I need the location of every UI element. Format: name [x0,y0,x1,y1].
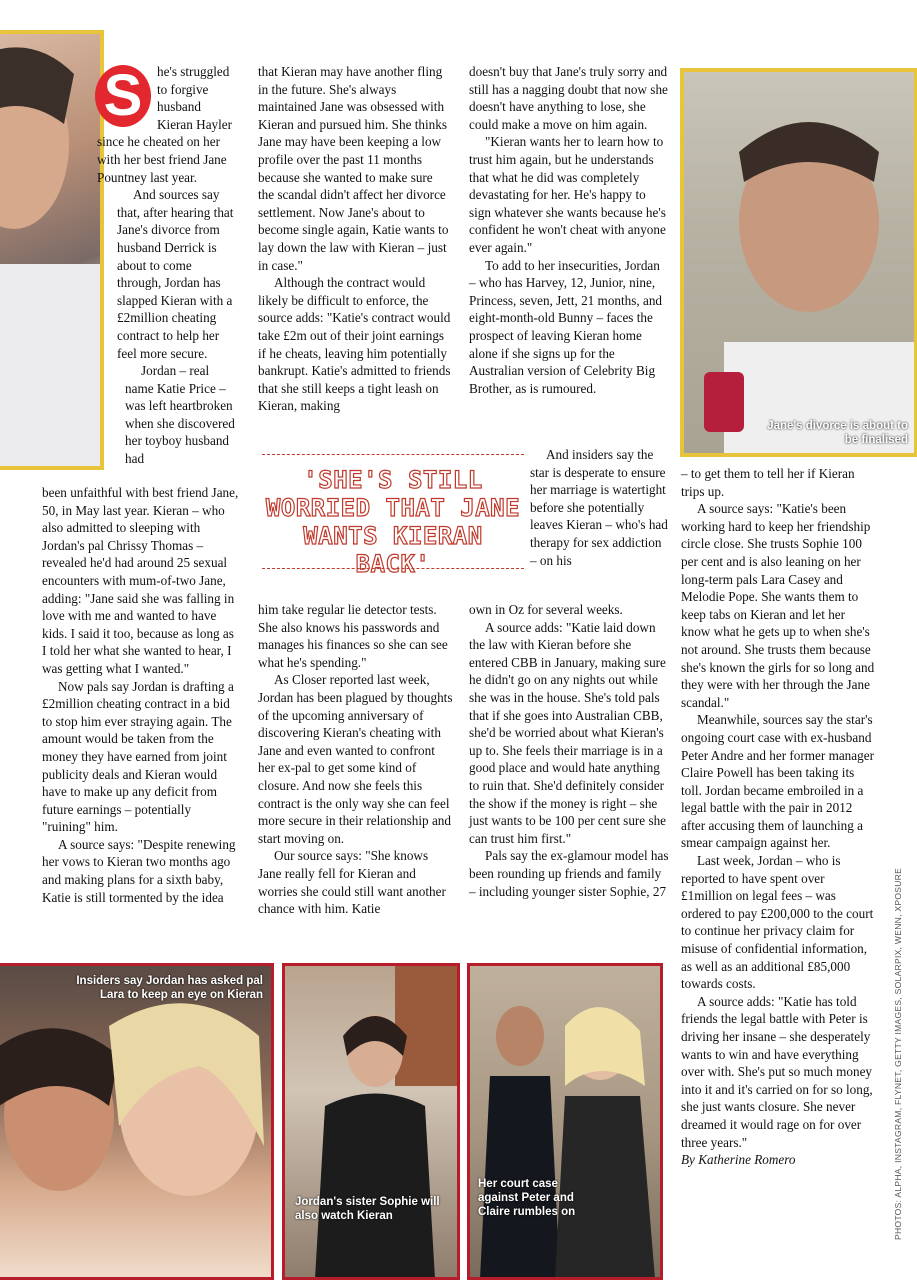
paragraph: A source adds: "Katie laid down the law with Kieran before she entered CBB in January, making sure he didn't go on any nights out while she was in the house. She's told pals that if she goes into Australian CBB, she'd be worried about what Kieran's up to. She feels their marriage is in a good place and would hate anything to ruin that. She'd definitely consider the show if the money is right – she just wants to be 100 per cent sure she can trust him first." [469,619,667,846]
paragraph: – to get them to tell her if Kieran trips up. [681,466,855,499]
article-column-3-top [469,63,669,397]
caption-lara: Insiders say Jordan has asked pal Lara to keep an eye on Kieran [76,975,263,1001]
paragraph: Pals say the ex-glamour model has been rounding up friends and family – including younger sister Sophie, 27 [469,848,669,899]
kieran-figure-icon [0,34,104,470]
pull-quote-rule-bottom [262,568,524,569]
couple-figures-icon [470,966,662,1279]
sophie-photo [282,963,460,1280]
paragraph: Jordan – real name Katie Price – was left heartbroken when she discovered her toyboy husband had [125,363,235,467]
paragraph: As Closer reported last week, Jordan has been plagued by thoughts of the upcoming anniversary of discovering Kieran's cheating with Jane and even wanted to confront her ex-pal to get some kind of closure. And now she feels this contract is the only way she can feel more secure in their relationship and start moving on. [258,672,453,846]
article-column-4 [681,465,877,1169]
jane-photo [680,68,917,457]
paragraph: "Kieran wants her to learn how to trust him again, but he understands that what he did was completely devastating for her. He's happy to sign whatever she wants because he's confident he won't cheat with anyone ever again." [469,134,666,255]
paragraph: own in Oz for several weeks. [469,602,623,617]
caption-sophie: Jordan's sister Sophie will also watch Kieran [295,1196,440,1222]
paragraph: And insiders say the star is desperate to ensure her marriage is watertight before she potentially leaves Kieran – who's had therapy for sex addiction – on his [530,447,668,568]
paragraph: A source says: "Despite renewing her vows to Kieran two months ago and making plans for a sixth baby, Katie is still tormented by the idea [42,836,236,905]
paragraph: Last week, Jordan – who is reported to have spent over £1million on legal fees – was ordered to pay £200,000 to the court to continue her privacy claim for misuse of confidential information, as well as an additional £85,000 towards costs. [681,853,874,992]
paragraph: doesn't buy that Jane's truly sorry and still has a nagging doubt that now she doesn't have anything to lose, she could make a move on him again. [469,64,668,132]
paragraph: Our source says: "She knows Jane really fell for Kieran and worries she could still want another chance with him. Katie [258,848,446,917]
paragraph: And sources say that, after hearing that Jane's divorce from husband Derrick is about to come through, Jordan has slapped Kieran with a £2million cheating contract to help her feel more secure. [117,187,234,361]
pull-quote-text: 'SHE'S STILL WORRIED THAT JANE WANTS KIERAN BACK' [265,466,521,578]
sophie-figure-icon [285,966,459,1279]
article-column-2-top [258,63,452,415]
paragraph: that Kieran may have another fling in the future. She's always maintained Jane was obsessed with Kieran and pursued him. She thinks Jane may have been keeping a low profile over the past 11 months because she wanted to make sure the scandal didn't affect her divorce settlement. Now Jane's about to become single again, Katie wants to lay down the law with Kieran – just in case." [258,64,449,273]
court-photo [467,963,663,1280]
article-column-2-bottom [258,601,454,918]
paragraph: Now pals say Jordan is drafting a £2million cheating contract in a bid to stop him ever straying again. The amount would be taken from the money they have earned from joint publicity deals and Kieran would have to make up any deficit from future earnings – potentially "ruining" him. [42,678,234,835]
article-column-3-mid [530,446,670,569]
paragraph: To add to her insecurities, Jordan – who has Harvey, 12, Junior, nine, Princess, seven, Jett, 21 months, and eight-month-old Bunny – faces the prospect of leaving Kieran home alone if she signs up for the Australian version of Celebrity Big Brother, as is rumoured. [469,257,663,396]
paragraph: A source adds: "Katie has told friends the legal battle with Peter is driving her insane – she desperately wants to win and have everything over with. She's put so much money into it and it's carried on for so long, she just wants closure. She never dreamed it would rage on for over three years." [681,993,873,1150]
lara-photo [0,963,274,1280]
paragraph: him take regular lie detector tests. She also knows his passwords and manages his finances so she can see what he's spending." [258,602,448,670]
paragraph: Although the contract would likely be difficult to enforce, the source adds: "Katie's contract would take £2m out of their joint earnings if he cheats, leaving him potentially bankrupt. Katie's admitted to friends that she still keeps a tight leash on Kieran, making [258,275,451,414]
paragraph: been unfaithful with best friend Jane, 50, in May last year. Kieran – who also admitted to sleeping with Jordan's pal Chrissy Thomas – revealed he'd had around 25 sexual encounters with mum-of-two Jane, adding: "Jane said she was falling in love with me and wanted to have kids. I said it too, because as long as I told her what she wanted to hear, I was getting what I wanted." [42,485,239,676]
pull-quote-rule-top [262,454,524,455]
article-column-1-top [97,63,239,468]
article-column-3-bottom [469,601,669,900]
paragraph: A source says: "Katie's been working hard to keep her friendship circle close. She trusts Sophie 100 per cent and is also leaning on her long-term pals Lara Casey and Melodie Pope. She wants them to keep tabs on Kieran and let her know what he gets up to when she's not around. She trusts them because she's known the girls for so long and they were with her through the Jane scandal." [681,501,875,710]
drop-cap: S [95,65,151,127]
photo-credit: PHOTOS: ALPHA, INSTAGRAM, FLYNET, GETTY IMAGES, SOLARPIX, WENN, XPOSURE [893,867,903,1240]
kieran-photo [0,30,104,470]
pull-quote [262,452,524,578]
caption-court: Her court case against Peter and Claire rumbles on [478,1178,576,1218]
byline: By Katherine Romero [681,1152,796,1168]
paragraph: he's struggled to forgive husband Kieran Hayler since he cheated on her with her best friend Jane Pountney last year. [97,64,233,185]
jane-figure-icon [684,72,917,457]
caption-jane: Jane's divorce is about to be finalised [767,420,908,446]
selfie-figures-icon [0,966,273,1279]
paragraph: Meanwhile, sources say the star's ongoing court case with ex-husband Peter Andre and her former manager Claire Powell has been taking its toll. Jordan became embroiled in a legal battle with the pair in 2012 after accusing them of launching a smear campaign against her. [681,712,874,851]
article-column-1-bottom [42,484,240,906]
